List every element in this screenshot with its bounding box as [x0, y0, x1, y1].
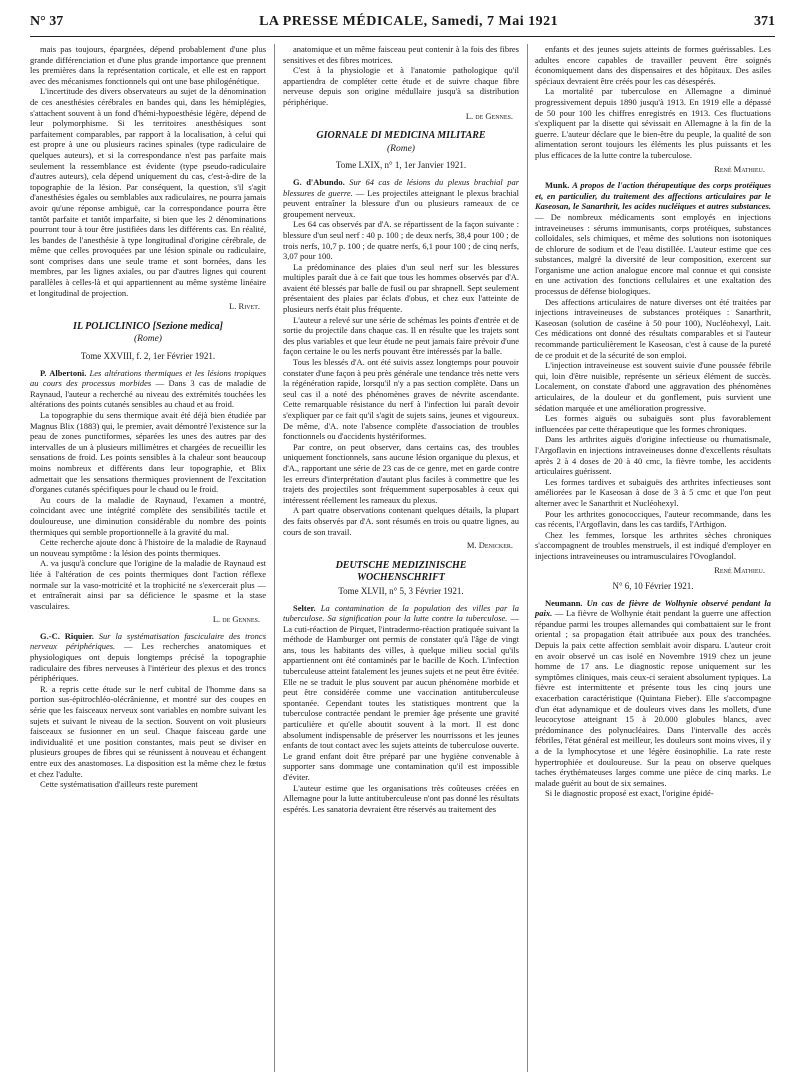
journal-heading: DEUTSCHE MEDIZINISCHE — [335, 559, 467, 571]
paragraph: anatomique et un même faisceau peut contenir à la fois des fibres sensitives et des fibres motrices. — [283, 44, 519, 65]
volume-line: N° 6, 10 Février 1921. — [612, 581, 694, 592]
page-header — [30, 14, 775, 37]
paragraph: R. a repris cette étude sur le nerf cubital de l'homme dans sa portion sus-épitrochléo-olécrânienne, et montré sur des coupes en série que les faisceaux nerveux sont variables en nombre suivant les sujets et suivant le niveau de la section. Souvent on voit plusieurs faisceaux se fusionner en un seul. Chaque faisceau garde une individualité et une position constantes, mais peut se diviser en plusieurs groupes de fibres qui se réunissent à nouveau et échangent entre eux des anastomoses. La disposition est la même chez le fœtus et chez l'adulte. — [30, 683, 266, 779]
paragraph: A part quatre observations contenant quelques détails, la plupart des faits observés par d'A. sont résumés en trois ou quatre lignes, au cours de son travail. — [283, 505, 519, 537]
author: G.-C. Riquier. — [40, 630, 94, 641]
article-intro — [535, 598, 771, 789]
article-intro — [535, 180, 771, 297]
article-title: Un cas de fièvre de Wolhynie observé pendant la paix. — [535, 597, 771, 619]
paragraph: — Les projectiles atteignant le plexus brachial peuvent entraîner la blessure d'un ou plusieurs rameaux de ce groupement nerveux. — [283, 187, 520, 219]
journal-heading: GIORNALE DI MEDICINA MILITARE — [316, 130, 486, 142]
paragraph: L'injection intraveineuse est souvent suivie d'une poussée fébrile qui, loin d'être nuisible, représente un sérieux élément de succès. Localement, on constate d'abord une aggravation des phénomènes articulaires, de la douleur et du gonflement, puis survient une sédation marquée et une amélioration progressive. — [535, 360, 771, 413]
paragraph: Si le diagnostic proposé est exact, l'origine épidé- — [545, 788, 714, 799]
column-divider — [527, 44, 528, 1072]
journal-heading: IL POLICLINICO [Sezione medica] — [73, 320, 223, 332]
paragraph: La mortalité par tuberculose en Allemagne a diminué progressivement depuis 1890 jusqu'à 1913. En 1919 elle a dépassé de 50 pour 100 les chiffres enregistrés en 1913. Ces fluctuations s'expliquent par la disette qui sévissait en Allemagne à la fin de la guerre. L'auteur déclare que le bien-être du peuple, la qualité de son alimentation seront toujours les éléments les plus puissants et les plus efficaces de la lutte contre la tuberculose. — [535, 86, 771, 160]
author: G. d'Abundo. — [293, 176, 345, 187]
volume-line: Tome LXIX, n° 1, 1er Janvier 1921. — [335, 160, 467, 171]
paragraph: La topographie du sens thermique avait été déjà bien étudiée par Magnus Blix (1883) qui, le premier, avait démontré l'existence sur la peau de zones punctiformes, séparées les unes des autres par des intervalles de un à plusieurs millimètres et chargées de recueillir les sensations de froid. Les points sensibles à la chaleur sont beaucoup moins nombreux et différents dans leur topographie, et Blix admettait que les sensations thermiques proviennent de l'excitation d'organes cutanés spécifiques pour le chaud ou le froid. — [30, 410, 266, 495]
journal-title: LA PRESSE MÉDICALE, Samedi, 7 Mai 1921 — [259, 14, 559, 29]
article-title: Sur 64 cas de lésions du plexus brachial par blessures de guerre. — [283, 176, 519, 198]
article-intro — [30, 631, 266, 684]
paragraph: Au cours de la maladie de Raynaud, l'examen a montré, coïncidant avec une intégrité complète des sensibilités tactile et douloureuse, une diminution considérable du nombre des points thermiques qui semble proportionnelle à la gravité du mal. — [30, 494, 266, 537]
paragraph: — Les recherches anatomiques et physiologiques ont depuis longtemps précisé la topographie radiculaire des fibres nerveuses à l'intérieur des plexus et des troncs périphériques. — [30, 641, 267, 684]
volume-line: Tome XLVII, n° 5, 3 Février 1921. — [338, 585, 464, 596]
paragraph: Pour les arthrites gonococciques, l'auteur recommande, dans les cas récents, l'Argoflavin, dans les cas tardifs, l'Arthigon. — [535, 508, 771, 530]
column-2 — [283, 44, 519, 814]
journal-heading-line-2: WOCHENSCHRIFT — [357, 572, 445, 584]
paragraph: Cette systématisation d'ailleurs reste purement — [40, 779, 198, 790]
paragraph: Les 64 cas observés par d'A. se répartissent de la façon suivante : blessure d'un seul nerf : 40 p. 100 ; de deux nerfs, 38,4 pour 100 ; de trois nerfs, 10,7 p. 100 ; de quatre nerfs, 6,1 pour 100 ; de cinq nerfs, 3,07 pour 100. — [283, 219, 519, 262]
paragraph: L'auteur estime que les organisations très coûteuses créées en Allemagne pour la lutte antituberculeuse n'ont pas donné les résultats espérés. Les sanatoria devraient être réservés au traitement des — [283, 782, 519, 814]
paragraph: Les formes tardives et subaiguës des arthrites infectieuses sont améliorées par le Kaseosan à dose de 3 à 5 cmc et que l'on peut alterner avec le Sanarthrit et Nucléohexyl. — [535, 476, 771, 508]
issue-number: N° 37 — [30, 14, 64, 29]
paragraph: Tous les blessés d'A. ont été suivis assez longtemps pour pouvoir constater d'une façon à peu près générale une tendance très nette vers la régénération rapide, lorsqu'il n'y a pas section complète. Dans un seul cas il a noté des phénomènes graves de névrite ascendante. Cette remarquable résistance du nerf à l'infection lui paraît devoir s'expliquer par ce fait qu'il s'agit de sujets sains, jeunes et vigoureux. De même, d'A. note l'absence complète d'association de troubles fonctionnels ou d'accidents hystériformes. — [283, 357, 519, 442]
signature: René Mathieu. — [714, 564, 765, 575]
article-title: Sur la systématisation fasciculaire des troncs nerveux périphériques. — [30, 630, 267, 652]
journal-city: (Rome) — [134, 334, 162, 345]
author: P. Albertoni. — [40, 367, 87, 378]
paragraph: L'auteur a relevé sur une série de schémas les points d'entrée et de sortie du projectile dans chaque cas. Il en résulte que les trajets sont des plus variables et que leur étude ne peut jamais faire prévoir d'une façon certaine le ou les nerfs pouvant être intéressés par la balle. — [283, 314, 519, 357]
paragraph: Chez les femmes, lorsque les arthrites sèches chroniques s'accompagnent de troubles menstruels, il est indiqué d'employer en injections intraveineuses ou intramusculaires l'Ovoglandol. — [535, 529, 771, 561]
paragraph: A. va jusqu'à conclure que l'origine de la maladie de Raynaud est liée à l'altération de ces points thermiques dont l'action réflexe normale sur la vaso-motricité et la trophicité ne s'exercerait plus — et entraînerait ainsi par sa déficience le spasme et la stase vasculaires. — [30, 558, 266, 611]
paragraph: Des affections articulaires de nature diverses ont été traitées par injections intraveineuses de substances protéiques : Sanarthrit, Kaseosan (solution de caséine à 50 pour 100), Nucléohexyl, Lait. Ces médications ont donné des résultats comparables et si l'auteur recommande particulièrement le Kaseosan, c'est à cause de la pureté de ce produit et de la sécurité de son emploi. — [535, 296, 771, 360]
article-title: A propos de l'action thérapeutique des corps protéiques et, en particulier, du traitement des affections articulaires par le Kaseosan, le Sanarthrit, les acides nucléiques et autres substances. — [535, 180, 772, 212]
paragraph: — La cuti-réaction de Pirquet, l'intradermo-réaction pratiquée suivant la méthode de Hamburger ont permis de constater qu'à l'âge de vingt ans, tous les habitants des villes, à quelque milieu social qu'ils appartiennent ont été contaminés par le bacille de Koch. L'infection tuberculeuse atteint fatalement les jeunes sujets et ne peut être évitée. Elle ne se traduit le plus souvent par aucun phénomène morbide et peut être considérée comme une vaccination antituberculeuse spontanée. Cependant toutes les statistiques montrent que la tuberculose contractée pendant le premier âge présente une gravité particulière et qu'elle aboutit souvent à la mort. Il est donc absolument indispensable de préserver les nourrissons et les jeunes enfants de tout contact avec les sujets atteints de tuberculose ouverte. Le grand enfant doit être préparé par une hygiène convenable à supporter sans dommage une contamination qu'il est impossible d'éviter. — [283, 613, 519, 782]
signature: René Mathieu. — [714, 163, 765, 174]
paragraph: La prédominance des plaies d'un seul nerf sur les blessures multiples paraît due à ce fait que tous les hommes observés par d'A. avaient été blessés par balle de fusil ou par shrapnell. Sept seulement présentaient des plaies par éclats d'obus, et chez eux l'atteinte de plusieurs nerfs était plus fréquente. — [283, 261, 519, 315]
column-3 — [535, 44, 771, 799]
column-divider — [274, 44, 275, 1072]
paragraph: Par contre, on peut observer, dans certains cas, des troubles uniquement fonctionnels, sans aucune lésion organique du plexus, et d'A., rapportant une série de 23 cas de ce genre, met en garde contre les erreurs d'interprétation d'autant plus faciles à commettre que les trajets des projectiles sont fréquemment superposables à ceux qui intéressent réellement les rameaux du plexus. — [283, 441, 519, 505]
paragraph: C'est à la physiologie et à l'anatomie pathologique qu'il appartiendra de compléter cette étude et de suivre chaque fibre nerveuse depuis son origine médullaire jusqu'à sa distribution périphérique. — [283, 65, 519, 107]
signature: L. Rivet. — [229, 301, 260, 312]
article-intro — [283, 177, 519, 219]
author: Neumann. — [545, 597, 583, 608]
paragraph: enfants et des jeunes sujets atteints de formes guérissables. Les adultes encore capables de travailler peuvent être soignés économiquement dans des dispensaires et des hôpitaux. Des asiles spéciaux devraient être créés pour les cas désespérés. — [535, 44, 771, 86]
paragraph: L'incertitude des divers observateurs au sujet de la dénomination de ces anesthésies cérébrales en bandes qui, dans les hémiplégies, s'attachent souvent à un fond d'hémi-hypoesthésie légère, dépend de leur polymorphisme. Si les territoires anesthésiques sont parfaitement comparables, par rapport à la localisation, à celui qui est propre à une ou plusieurs racines spinales (type radiculaire de quelques auteurs), et si la correspondance n'est pas parfaite mais seulement la ressemblance est évidente (type pseudo-radiculaire d'autres auteurs), cela dépend uniquement du cas, c'est-à-dire de la topographie de la lésion. Par conséquent, la question, s'il s'agit d'anesthésies égales ou semblables aux radiculaires, ne pourra jamais avoir qu'une réponse ambiguë, car la correspondance pourra être tantôt parfaite et tantôt imparfaite, si bien que les 2 dénominations pourront tour à tour être justifiées dans les différents cas. En réalité, les bandes de l'anesthésie à type longitudinal d'origine cérébrale, de même que celles provoquées par une lésion spinale ou radiculaire, sont comprises dans une seule trame et sont bornées, dans les membres, par les lignes axiales, ou par d'autres lignes qui courent parallèles à celles-là et qui appartiennent au même système linéaire et longitudinal de projection. — [30, 86, 266, 298]
paragraph: — Dans 3 cas de maladie de Raynaud, l'auteur a recherché au niveau des extrémités touchées les altérations des points cutanés sensibles au chaud et au froid. — [30, 378, 266, 410]
paragraph: mais pas toujours, épargnées, dépend probablement d'une plus grande différenciation et d'une plus grande importance que prennent les premières dans la représentation corticale, et elle est en rapport avec des mécanismes fonctionnels qui ont une base philogénétique. — [30, 44, 266, 86]
article-intro — [283, 603, 519, 783]
signature: M. Denicker. — [466, 540, 513, 551]
volume-line: Tome XXVIII, f. 2, 1er Février 1921. — [80, 351, 216, 362]
journal-city: (Rome) — [387, 143, 415, 154]
author: Selter. — [293, 602, 316, 613]
author: Munk. — [545, 180, 570, 191]
column-1 — [30, 44, 266, 790]
paragraph: — La fièvre de Wolhynie était pendant la guerre une affection répandue parmi les troupes allemandes qui combattaient sur le front oriental ; sa propagation était attribuée aux poux des tranchées. Depuis la paix cette affection semblait avoir disparu. L'auteur croit en avoir observé un cas isolé en Novembre 1919 chez un jeune homme de 17 ans. Le diagnostic repose uniquement sur les symptômes cliniques, mais ceux-ci seraient absolument typiques. La fièvre est intermittente et présente tous les cinq jours une exacerbation caractéristique (Quintana Fieber). Elle s'accompagne d'un état adynamique et de douleurs vives dans les mollets, d'une leucocytose atteignant 15 à 20.000 globules blancs, avec prédominance des polynucléaires. Dans l'intervalle des accès fébriles, l'état général est meilleur, les douleurs sont moins vives, il y a de la lymphocytose et une légère éosinophilie. La rate reste hypertrophiée et douloureuse. Sur la peau on observe quelques taches érythémateuses larges comme une pièce de cinq marks. Le malade guérit au bout de six semaines. — [535, 608, 771, 788]
paragraph: Les formes aiguës ou subaiguës sont plus favorablement influencées par cette thérapeutique que les formes chroniques. — [535, 413, 771, 434]
signature: L. de Gennes. — [212, 614, 260, 625]
article-title: La contamination de la population des villes par la tuberculose. Sa signification pour la lutte contre la tuberculose. — [283, 602, 520, 624]
page-number: 371 — [753, 14, 775, 29]
paragraph: — De nombreux médicaments sont employés en injections intraveineuses : sérums immunisants, corps protéiques, substances colloïdales, sels chimiques, et même des solutions non isotoniques de chlorure de sodium et de l'eau distillée. L'auteur estime que ces substances, malgré la diversité de leur composition, exercent sur l'organisme une action analogue encore mal connue et qui consiste en une activation des fonctions cellulaires et une exaltation des processus de défense biologiques. — [535, 211, 771, 297]
article-intro — [30, 368, 266, 410]
paragraph: Dans les arthrites aiguës d'origine infectieuse ou rhumatismale, l'Argoflavin en injections intraveineuses donne d'excellents résultats après 2 à 4 doses de 20 à 40 cmc, la fièvre tombe, les accidents articulaires guérissent. — [535, 434, 771, 477]
signature: L. de Gennes. — [465, 110, 513, 121]
article-title: Les altérations thermiques et les lésions tropiques au cours des processus morbides — [30, 367, 267, 389]
paragraph: Cette recherche ajoute donc à l'histoire de la maladie de Raynaud un nouveau symptôme : la lésion des points thermiques. — [30, 537, 266, 558]
